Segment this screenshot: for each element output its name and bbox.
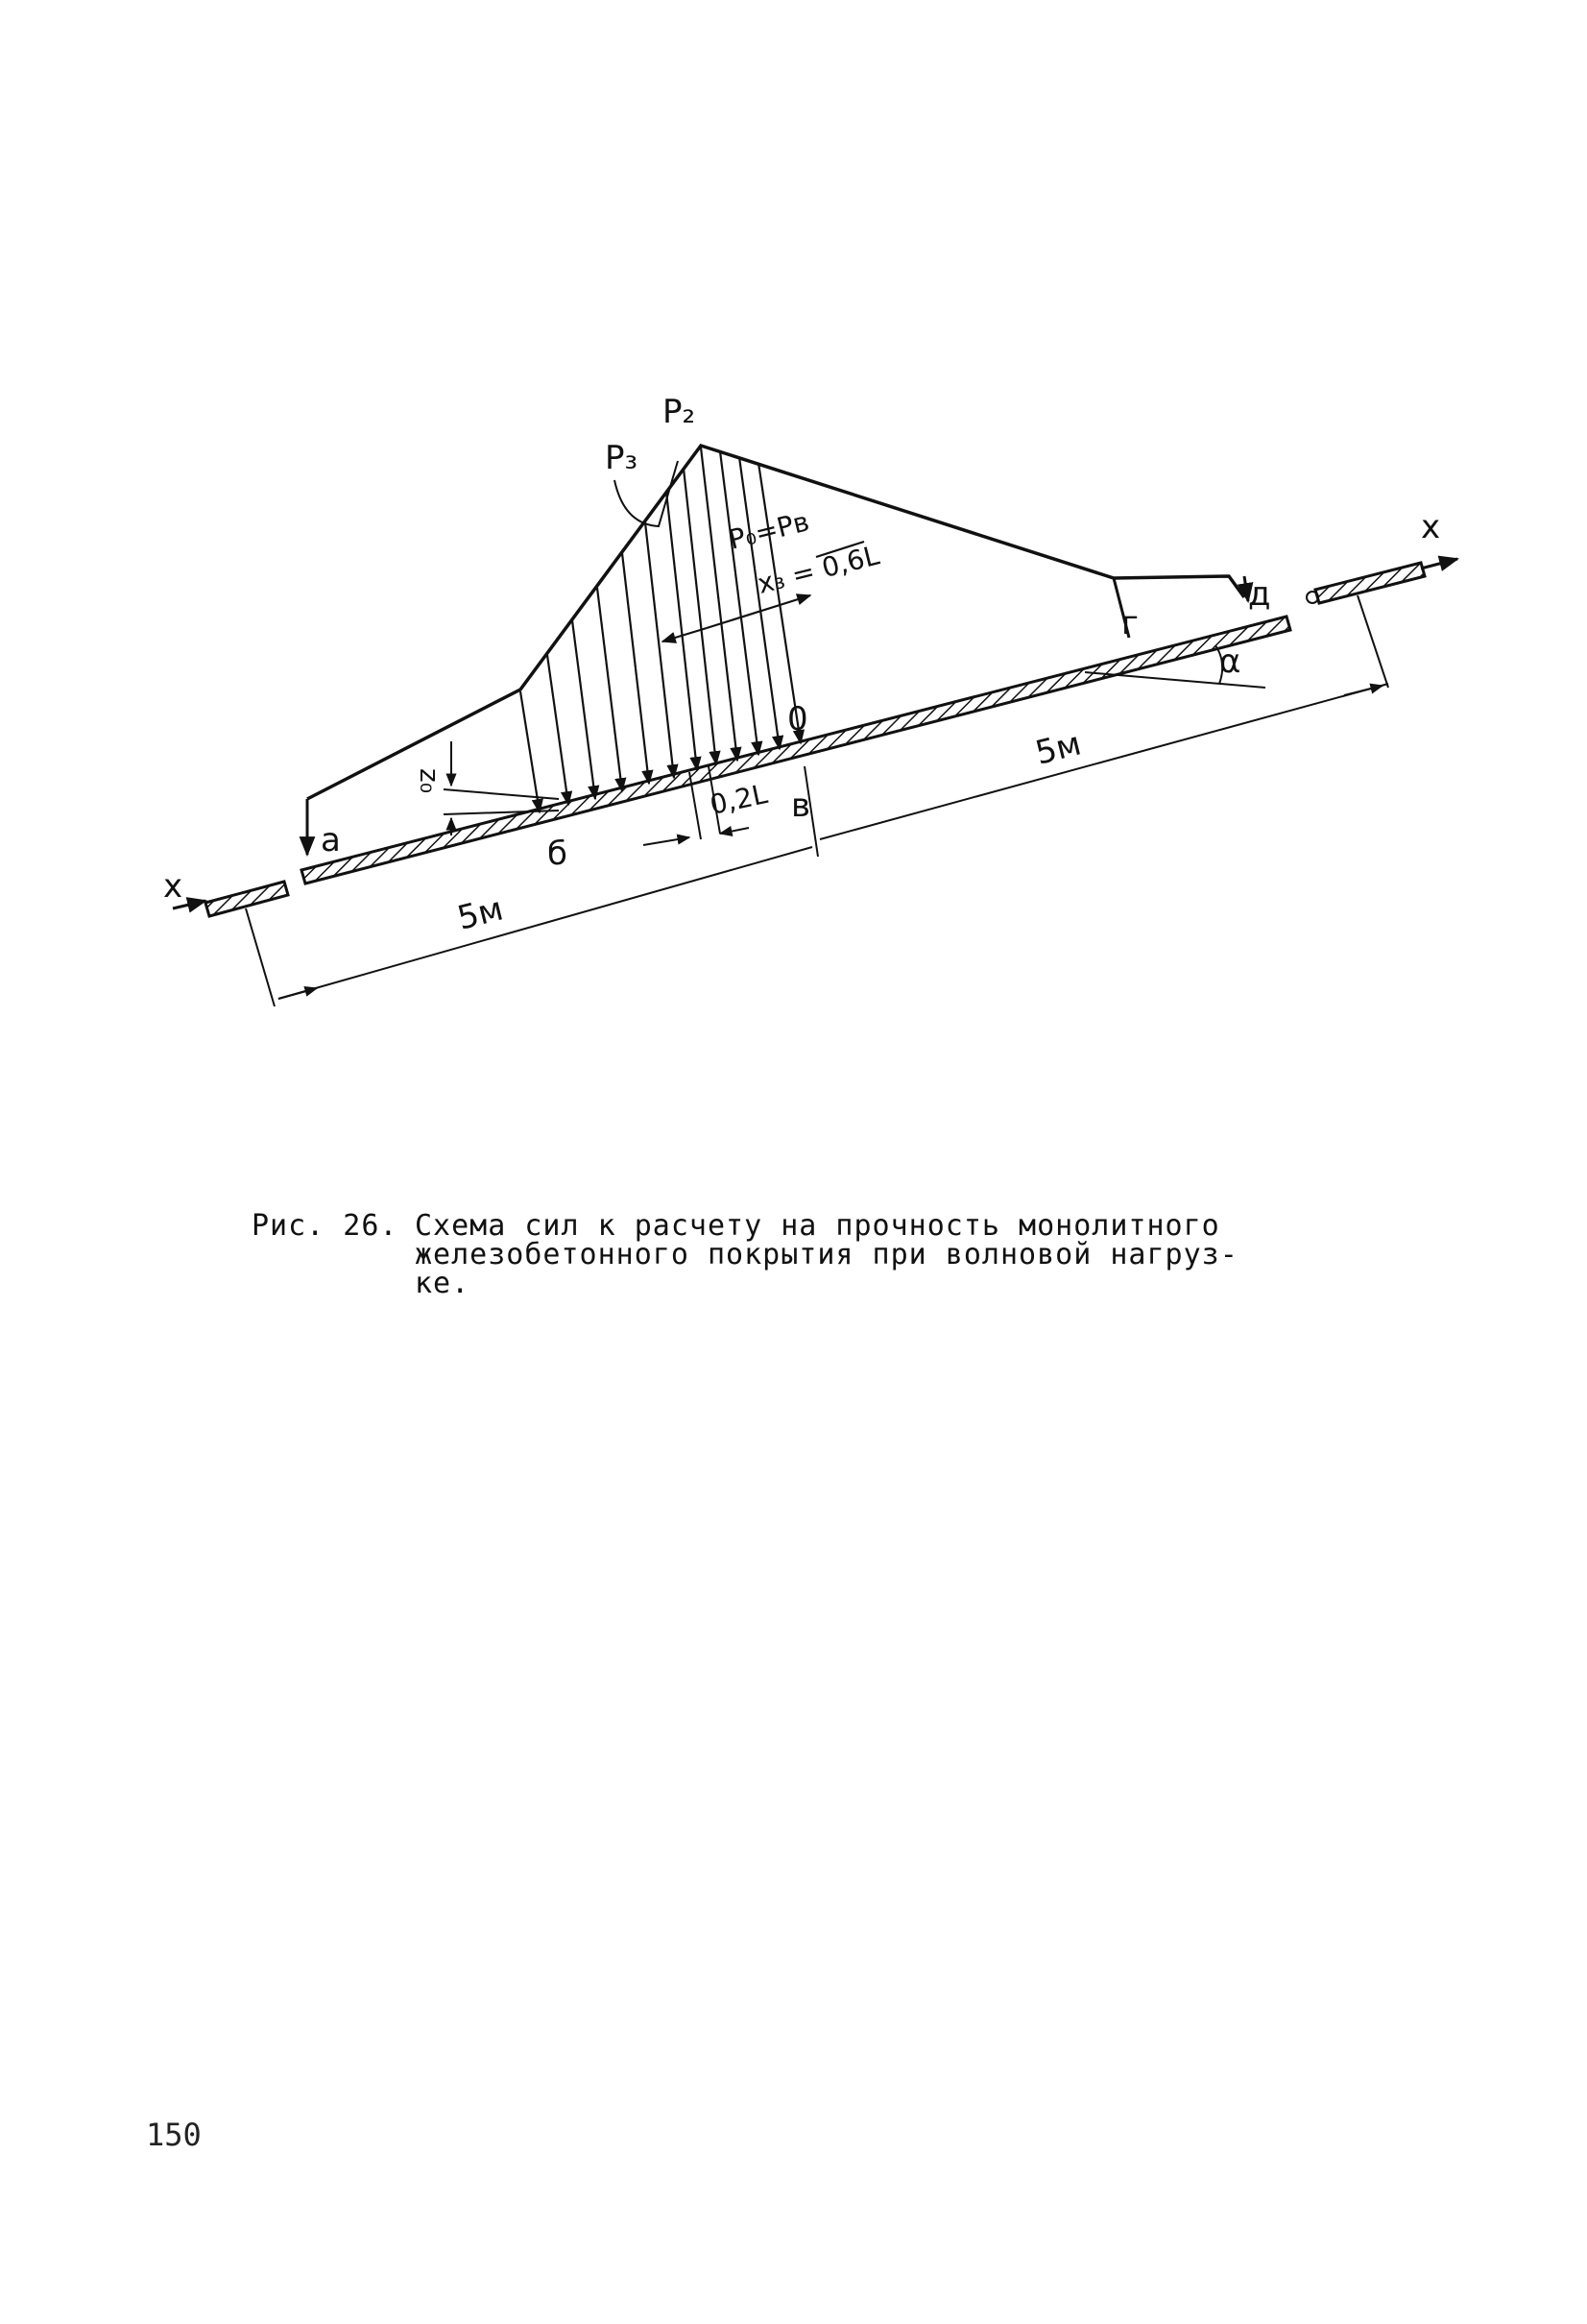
load-arrow [739,457,780,749]
caption-line-1: Схема сил к расчету на прочность монолитного [415,1209,1220,1243]
caption-line-2: железобетонного покрытия при волновой нагруз- [415,1238,1238,1271]
caption-line-3: ке. [415,1267,470,1300]
concrete-slab [301,617,1290,884]
pressure-envelope [307,446,1248,855]
label-point-o: 0 [787,700,808,738]
label-dim-right: 5м [1031,724,1086,773]
load-arrow [684,469,716,764]
load-arrow [701,448,737,761]
label-dim-left: 5м [453,889,508,938]
load-arrow [547,655,568,805]
label-point-b: б [547,835,567,873]
label-point-d: д [1248,575,1271,614]
load-arrow [520,691,540,812]
label-point-g: г [1121,604,1139,642]
label-point-a: а [321,821,341,859]
load-arrow [720,451,758,755]
figure-caption [252,1209,1356,1300]
load-arrow [666,492,697,770]
label-alpha: α [1219,642,1241,681]
label-x-right: x [1421,508,1441,546]
label-x3: x₃ = 0,6L [754,539,883,600]
label-p0-pb: P₀=Pв [725,505,813,556]
label-point-v: в [791,787,811,825]
caption-number: Рис. 26. [252,1209,398,1243]
page-number: 150 [146,2117,202,2153]
label-02L: 0,2L [707,778,771,821]
load-arrow [597,588,622,791]
label-p2: P₂ [662,393,696,431]
left-slab-segment [173,882,288,916]
load-arrow [622,553,649,784]
label-x-left: x [163,867,183,906]
right-slab-segment [1307,559,1457,603]
load-arrow [645,522,674,778]
load-arrow [572,620,595,799]
label-z0: z₀ [414,768,445,793]
label-p3: P₃ [605,439,638,477]
